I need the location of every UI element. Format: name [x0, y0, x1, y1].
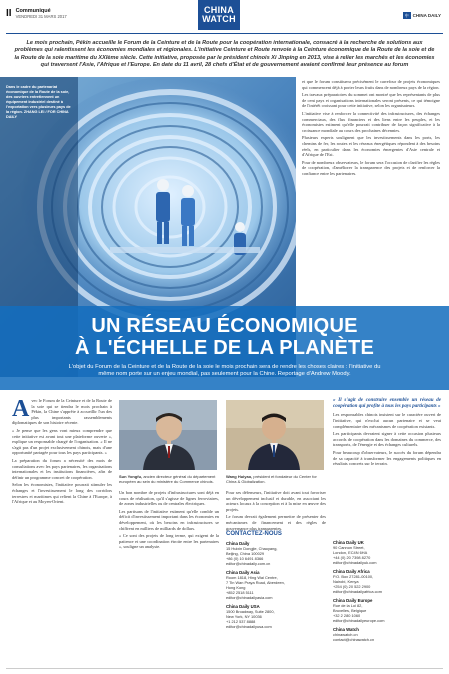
contact-email[interactable]: editor@chinadailyeurope.com	[333, 618, 385, 623]
contact-line: 90 Cannon Street,	[333, 545, 365, 550]
contacts-heading: CONTACTEZ-NOUS	[226, 531, 282, 537]
section-name: Communiqué	[15, 8, 51, 14]
contacts-list-b	[333, 540, 441, 646]
paragraph: vec le Forum de la Ceinture et de la Route de la soie qui se tiendra le mois prochain à Pékin, la Chine s'apprête à accueillir l'un des plus importants rassemblements diplomatiques de son histoire récente.	[12, 398, 112, 426]
contact-email[interactable]: editor@chinadailyusa.com	[226, 624, 272, 629]
paragraph: Les participants devraient signer à cette occasion plusieurs accords de coopération dans les domaines du commerce, des transports, de l'énergie et des échanges culturels.	[333, 431, 441, 448]
portrait-role: ancien directeur général du département européen au sein du ministère du Commerce chinois.	[119, 474, 216, 484]
contact-block	[226, 570, 326, 600]
contact-line: New York, NY 10036	[226, 614, 262, 619]
contact-block	[333, 540, 441, 565]
china-daily-icon: 中	[404, 12, 409, 18]
contacts-list-a	[226, 541, 326, 633]
paragraph: Les partisans de l'initiative estiment qu'elle comble un déficit d'investissement important dans les économies en développement, où les besoins en infrastructures se chiffrent en milliers de milliards de dollars.	[119, 508, 219, 531]
paragraph: L'initiative vise à renforcer la connectivité des infrastructures, des échanges commerciaux, des flux financiers et des liens entre les peuples, et les économistes estiment qu'elle pourrait contribuer de façon significative à la croissance mondiale au cours des prochaines décennies.	[302, 110, 440, 133]
contact-block	[333, 598, 441, 623]
header-left	[6, 8, 67, 20]
body-column-3	[226, 490, 326, 533]
headline-deck: L'objet du Forum de la Ceinture et de la Route de la soie le mois prochain sera de rendre les choses claires : l'initiative du même nom porte sur un enjeu mondial, pas seulement pour la Chine. Reportage d'Andrew Moody.	[68, 364, 381, 378]
contact-email[interactable]: editor@chinadaily.com.cn	[226, 561, 271, 566]
contact-city: China Daily	[226, 541, 250, 546]
pull-quote: « Il s'agit de construire ensemble un réseau de coopération qui profite à tous les pays participants »	[333, 398, 441, 410]
portrait-caption-1	[119, 474, 219, 484]
portrait-photo-1	[119, 400, 217, 470]
contact-email[interactable]: contact@chinawatch.cn	[333, 637, 375, 642]
issue-date: VENDREDI 31 MARS 2017	[15, 14, 67, 19]
paragraph: Pour de nombreux observateurs, le forum sera l'occasion de clarifier les règles de coopération, d'améliorer la transparence des projets et de renforcer la confiance entre les partenaires.	[302, 159, 440, 176]
portrait-sun-yongfu	[119, 400, 217, 470]
contact-city: China Daily UK	[333, 540, 364, 545]
page-header	[0, 0, 449, 38]
body-column-4	[333, 398, 441, 469]
brand-name: CHINA DAILY	[412, 13, 441, 18]
contact-line: Bruxelles, Belgique	[333, 608, 367, 613]
contact-line: +1 212 537 8888	[226, 619, 256, 624]
header-meta	[16, 8, 67, 20]
contact-line: +86 (0) 10 6491 8366	[226, 556, 264, 561]
contact-line: +44 (0) 20 7398 8270	[333, 555, 371, 560]
intro-paragraph: Le mois prochain, Pékin accueille le Forum de la Ceinture et de la Route pour la coopération internationale, consacré à la recherche de solutions aux problèmes qui ralentissent les économies mondiales et régionales. L'initiative Ceinture et Route renvoie à la Ceinture économique de la Route de la soie et de la Route de la soie maritime du XXIème siècle. Cette initiative, proposée par le président chinois Xi Jinping en 2013, vise à relier les marchés et les économies qui traversent l'Asie, l'Afrique et l'Europe. En date du 11 avril, 28 chefs d'État et de gouvernement avaient confirmé leur présence au forum	[14, 40, 435, 68]
paragraph: et que le forum constituera précisément le carrefour de projets économiques qui commencent déjà à porter leurs fruits dans de nombreux pays de la région.	[302, 79, 440, 90]
contact-line: 15 Huixin Dongjie, Chaoyang,	[226, 546, 278, 551]
paragraph: Pour ses défenseurs, l'initiative doit avant tout favoriser un développement inclusif et durable, en associant les acteurs locaux à la conception et à la mise en œuvre des projets.	[226, 490, 326, 512]
paragraph: Le forum devrait également permettre de présenter des mécanismes de financement et des règles de gouvernance plus transparentes.	[226, 514, 326, 531]
paragraph: Les responsables chinois insistent sur le caractère ouvert de l'initiative, qui n'exclut aucun partenaire et se veut complémentaire des mécanismes de coopération existants.	[333, 412, 441, 429]
contact-block	[333, 569, 441, 594]
contact-line: P.O. Box 27281-00100,	[333, 574, 374, 579]
contact-email[interactable]: editor@chinadailyuk.com	[333, 560, 377, 565]
contact-line: +32 2 280 1060	[333, 613, 361, 618]
logo-line-1: CHINA	[204, 5, 234, 15]
page-number: II	[6, 8, 12, 19]
portrait-photo-2	[226, 400, 324, 470]
contact-block	[333, 627, 441, 642]
logo-line-2: WATCH	[202, 14, 236, 24]
header-rule	[6, 33, 443, 34]
footer-rule	[6, 668, 443, 669]
paragraph: Les travaux préparatoires du sommet ont montré que les représentants de plus de cent pays et organisations internationales seront présents, ce qui témoigne de l'intérêt croissant pour cette initiative, selon les organisateurs.	[302, 92, 440, 109]
contact-block	[226, 541, 326, 566]
portrait-caption-2	[226, 474, 326, 484]
headline-line-1: UN RÉSEAU ÉCONOMIQUE	[91, 315, 358, 337]
right-column-top	[302, 79, 440, 179]
paragraph: Un bon nombre de projets d'infrastructures sont déjà en cours de réalisation, qu'il s'agisse de lignes ferroviaires, de zones industrielles ou de centrales électriques.	[119, 490, 219, 507]
contact-link[interactable]: chinawatch.cn	[333, 632, 358, 637]
china-watch-logo	[198, 0, 240, 30]
contact-city: China Daily Asia	[226, 570, 260, 575]
portrait-name: Sun Yongfu,	[119, 474, 143, 479]
contact-line: Rue de la Loi 82,	[333, 603, 363, 608]
contact-city: China Daily USA	[226, 604, 260, 609]
contact-line: +254 (0) 20 522 2900	[333, 584, 371, 589]
paragraph: Plusieurs experts soulignent que les investissements dans les ports, les chemins de fer, les routes et les réseaux énergétiques répondent à des besoins réels, en particulier dans les économies émergentes d'Asie centrale et d'Afrique de l'Est.	[302, 135, 440, 158]
paragraph: « Je pense que les gens vont mieux comprendre que cette initiative est avant tout une plateforme ouverte », explique un responsable chargé de l'organisation. « Il ne s'agit pas d'un projet exclusivement chinois, mais d'une opportunité partagée pour tous les pays participants. »	[12, 427, 112, 456]
contact-line: 7 Tin Wan Praya Road, Aberdeen,	[226, 580, 285, 585]
contact-line: London, EC4N 6HA	[333, 550, 368, 555]
contact-line: +852 2518 5111	[226, 590, 254, 595]
body-column-2	[119, 490, 219, 552]
paragraph: Selon les économistes, l'initiative pourrait stimuler les échanges et l'investissement le long des corridors terrestres et maritimes qui relient la Chine à l'Europe, à l'Afrique et au Moyen-Orient.	[12, 482, 112, 505]
contact-email[interactable]: editor@chinadailyafrica.com	[333, 589, 382, 594]
body-column-1	[12, 398, 112, 507]
china-daily-brand	[403, 12, 441, 19]
contact-city: China Watch	[333, 627, 359, 632]
portrait-wang-huiyao	[226, 400, 324, 470]
contact-line: Nairobi, Kenya	[333, 579, 359, 584]
contact-line: Room 1818, Hing Wai Centre,	[226, 575, 278, 580]
contact-city: China Daily Europe	[333, 598, 373, 603]
portrait-name: Wang Huiyao,	[226, 474, 253, 479]
contact-line: Hong Kong	[226, 585, 246, 590]
paragraph: Pour beaucoup d'observateurs, le succès du forum dépendra de sa capacité à transformer les engagements politiques en résultats concrets sur le terrain.	[333, 449, 441, 467]
paragraph: La préparation du forum a nécessité des mois de consultations avec les pays partenaires, les organisations internationales et les institutions financières, afin de définir un programme concret de coopération.	[12, 457, 112, 480]
photo-caption: Dans le cadre du partenariat économique de la Route de la soie, des ouvriers entretiennent un équipement industriel destiné à l'exportation vers plusieurs pays de la région. ZHANG LEI / FOR CHINA DAILY	[6, 85, 71, 119]
contact-city: China Daily Africa	[333, 569, 370, 574]
headline-line-2: À L'ÉCHELLE DE LA PLANÈTE	[74, 337, 375, 359]
contact-email[interactable]: editor@chinadailyasia.com	[226, 595, 273, 600]
contact-line: Beijing, China 100029	[226, 551, 265, 556]
contact-block	[226, 604, 326, 629]
contact-line: 1500 Broadway, Suite 2800,	[226, 609, 275, 614]
portrait-role: président et fondateur du Center for China & Globalization.	[226, 474, 317, 484]
paragraph: « Ce sont des projets de long terme, qui exigent de la patience et une coordination étroite entre les partenaires », souligne un analyste.	[119, 533, 219, 550]
drop-cap: A	[12, 396, 30, 422]
